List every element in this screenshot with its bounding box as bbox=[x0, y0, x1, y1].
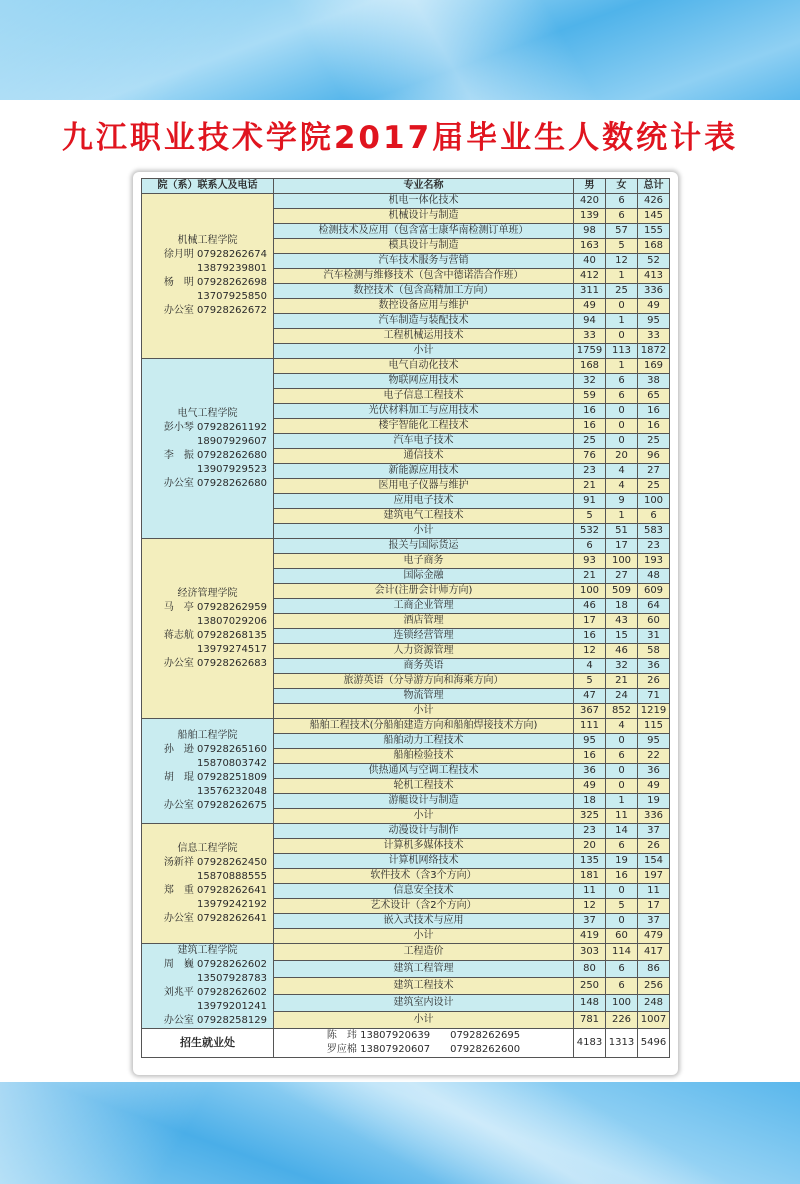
subtotal-male: 419 bbox=[574, 929, 606, 944]
major-name: 机电一体化技术 bbox=[274, 194, 574, 209]
major-name: 游艇设计与制造 bbox=[274, 794, 574, 809]
department-contact: 办公室 07928262683 bbox=[163, 657, 267, 669]
total-count: 37 bbox=[638, 914, 670, 929]
male-count: 311 bbox=[574, 284, 606, 299]
total-count: 25 bbox=[638, 479, 670, 494]
footer-contacts bbox=[274, 1029, 574, 1058]
major-name: 轮机工程技术 bbox=[274, 779, 574, 794]
female-count: 12 bbox=[606, 254, 638, 269]
major-name: 汽车技术服务与营销 bbox=[274, 254, 574, 269]
footer-male-total: 4183 bbox=[574, 1029, 606, 1058]
total-count: 336 bbox=[638, 284, 670, 299]
department-contact: 18907929607 bbox=[197, 435, 267, 447]
male-count: 250 bbox=[574, 978, 606, 995]
total-count: 154 bbox=[638, 854, 670, 869]
department-contact: 胡 琨 07928251809 bbox=[163, 772, 267, 783]
female-count: 1 bbox=[606, 269, 638, 284]
header-major: 专业名称 bbox=[274, 179, 574, 194]
male-count: 59 bbox=[574, 389, 606, 404]
male-count: 100 bbox=[574, 584, 606, 599]
total-count: 64 bbox=[638, 599, 670, 614]
department-contact: 办公室 07928262675 bbox=[163, 800, 267, 811]
male-count: 181 bbox=[574, 869, 606, 884]
female-count: 6 bbox=[606, 209, 638, 224]
department-contact: 办公室 07928262672 bbox=[163, 305, 267, 316]
footer-female-total: 1313 bbox=[606, 1029, 638, 1058]
female-count: 6 bbox=[606, 194, 638, 209]
major-name: 通信技术 bbox=[274, 449, 574, 464]
female-count: 27 bbox=[606, 569, 638, 584]
female-count: 15 bbox=[606, 629, 638, 644]
department-contact: 办公室 07928262641 bbox=[163, 912, 267, 924]
major-name: 应用电子技术 bbox=[274, 494, 574, 509]
department-contact: 李 振 07928262680 bbox=[163, 449, 267, 461]
subtotal-total: 583 bbox=[638, 524, 670, 539]
department-cell bbox=[142, 359, 274, 539]
total-count: 248 bbox=[638, 995, 670, 1012]
female-count: 57 bbox=[606, 224, 638, 239]
female-count: 100 bbox=[606, 554, 638, 569]
major-name: 报关与国际货运 bbox=[274, 539, 574, 554]
department-contact: 13907929523 bbox=[197, 463, 267, 475]
subtotal-total: 1872 bbox=[638, 344, 670, 359]
female-count: 0 bbox=[606, 419, 638, 434]
total-count: 31 bbox=[638, 629, 670, 644]
header-female: 女 bbox=[606, 179, 638, 194]
male-count: 135 bbox=[574, 854, 606, 869]
department-contact: 刘兆平 07928262602 bbox=[163, 987, 267, 998]
major-name: 商务英语 bbox=[274, 659, 574, 674]
subtotal-female: 60 bbox=[606, 929, 638, 944]
male-count: 420 bbox=[574, 194, 606, 209]
female-count: 5 bbox=[606, 239, 638, 254]
male-count: 32 bbox=[574, 374, 606, 389]
major-name: 电子商务 bbox=[274, 554, 574, 569]
male-count: 40 bbox=[574, 254, 606, 269]
major-name: 数控设备应用与维护 bbox=[274, 299, 574, 314]
female-count: 6 bbox=[606, 389, 638, 404]
department-contact: 彭小琴 07928261192 bbox=[163, 421, 267, 433]
male-count: 16 bbox=[574, 419, 606, 434]
total-count: 49 bbox=[638, 779, 670, 794]
major-name: 人力资源管理 bbox=[274, 644, 574, 659]
female-count: 100 bbox=[606, 995, 638, 1012]
department-contact: 汤新祥 07928262450 bbox=[163, 856, 267, 868]
male-count: 163 bbox=[574, 239, 606, 254]
bottom-banner bbox=[0, 1082, 800, 1184]
major-name: 模具设计与制造 bbox=[274, 239, 574, 254]
total-count: 22 bbox=[638, 749, 670, 764]
total-count: 426 bbox=[638, 194, 670, 209]
table-header-row bbox=[142, 179, 670, 194]
male-count: 139 bbox=[574, 209, 606, 224]
total-count: 58 bbox=[638, 644, 670, 659]
major-name: 电气自动化技术 bbox=[274, 359, 574, 374]
male-count: 17 bbox=[574, 614, 606, 629]
subtotal-label: 小计 bbox=[274, 929, 574, 944]
male-count: 93 bbox=[574, 554, 606, 569]
department-contact: 13507928783 bbox=[197, 973, 267, 984]
department-contact: 13807029206 bbox=[197, 615, 267, 627]
department-name: 船舶工程学院 bbox=[177, 730, 238, 741]
male-count: 47 bbox=[574, 689, 606, 704]
female-count: 0 bbox=[606, 884, 638, 899]
total-count: 95 bbox=[638, 314, 670, 329]
total-count: 65 bbox=[638, 389, 670, 404]
major-name: 计算机多媒体技术 bbox=[274, 839, 574, 854]
page-title: 九江职业技术学院2017届毕业生人数统计表 bbox=[61, 120, 739, 156]
female-count: 21 bbox=[606, 674, 638, 689]
department-name: 建筑工程学院 bbox=[177, 945, 238, 956]
major-name: 数控技术（包含高精加工方向） bbox=[274, 284, 574, 299]
total-count: 11 bbox=[638, 884, 670, 899]
male-count: 49 bbox=[574, 299, 606, 314]
major-name: 船舶检验技术 bbox=[274, 749, 574, 764]
male-count: 11 bbox=[574, 884, 606, 899]
female-count: 1 bbox=[606, 509, 638, 524]
total-count: 115 bbox=[638, 719, 670, 734]
female-count: 32 bbox=[606, 659, 638, 674]
department-contact: 孙 逊 07928265160 bbox=[163, 744, 267, 755]
department-cell bbox=[142, 944, 274, 1029]
header-total: 总计 bbox=[638, 179, 670, 194]
footer-contact-line: 罗应棉 13807920607 07928262600 bbox=[326, 1044, 521, 1055]
male-count: 12 bbox=[574, 899, 606, 914]
subtotal-male: 1759 bbox=[574, 344, 606, 359]
header-male: 男 bbox=[574, 179, 606, 194]
department-contact: 办公室 07928262680 bbox=[163, 477, 267, 489]
department-contact: 13979201241 bbox=[197, 1001, 267, 1012]
major-name: 建筑工程技术 bbox=[274, 978, 574, 995]
major-name: 汽车检测与维修技术（包含中德诺浩合作班） bbox=[274, 269, 574, 284]
department-contact: 13979242192 bbox=[197, 898, 267, 910]
major-name: 物流管理 bbox=[274, 689, 574, 704]
subtotal-male: 367 bbox=[574, 704, 606, 719]
department-cell bbox=[142, 194, 274, 359]
female-count: 24 bbox=[606, 689, 638, 704]
subtotal-label: 小计 bbox=[274, 1012, 574, 1029]
female-count: 46 bbox=[606, 644, 638, 659]
department-contact: 13979274517 bbox=[197, 643, 267, 655]
male-count: 20 bbox=[574, 839, 606, 854]
total-count: 6 bbox=[638, 509, 670, 524]
female-count: 114 bbox=[606, 944, 638, 961]
table-row bbox=[142, 539, 670, 554]
total-count: 168 bbox=[638, 239, 670, 254]
total-count: 26 bbox=[638, 839, 670, 854]
total-count: 193 bbox=[638, 554, 670, 569]
total-count: 100 bbox=[638, 494, 670, 509]
female-count: 18 bbox=[606, 599, 638, 614]
female-count: 14 bbox=[606, 824, 638, 839]
male-count: 16 bbox=[574, 749, 606, 764]
total-count: 145 bbox=[638, 209, 670, 224]
major-name: 嵌入式技术与应用 bbox=[274, 914, 574, 929]
table-row bbox=[142, 359, 670, 374]
female-count: 509 bbox=[606, 584, 638, 599]
department-contact: 马 亭 07928262959 bbox=[163, 601, 267, 613]
department-contact: 徐月明 07928262674 bbox=[163, 249, 267, 260]
major-name: 旅游英语（分导游方向和海乘方向） bbox=[274, 674, 574, 689]
subtotal-label: 小计 bbox=[274, 809, 574, 824]
major-name: 电子信息工程技术 bbox=[274, 389, 574, 404]
male-count: 5 bbox=[574, 509, 606, 524]
department-contact: 13879239801 bbox=[197, 263, 267, 274]
major-name: 汽车制造与装配技术 bbox=[274, 314, 574, 329]
male-count: 98 bbox=[574, 224, 606, 239]
male-count: 412 bbox=[574, 269, 606, 284]
major-name: 船舶工程技术(分船舶建造方向和船舶焊接技术方向) bbox=[274, 719, 574, 734]
male-count: 94 bbox=[574, 314, 606, 329]
major-name: 机械设计与制造 bbox=[274, 209, 574, 224]
subtotal-female: 11 bbox=[606, 809, 638, 824]
table-body bbox=[142, 194, 670, 1029]
subtotal-male: 325 bbox=[574, 809, 606, 824]
major-name: 计算机网络技术 bbox=[274, 854, 574, 869]
female-count: 9 bbox=[606, 494, 638, 509]
major-name: 光伏材料加工与应用技术 bbox=[274, 404, 574, 419]
male-count: 18 bbox=[574, 794, 606, 809]
total-count: 413 bbox=[638, 269, 670, 284]
female-count: 4 bbox=[606, 464, 638, 479]
department-contact: 杨 明 07928262698 bbox=[163, 277, 267, 288]
male-count: 23 bbox=[574, 464, 606, 479]
total-count: 48 bbox=[638, 569, 670, 584]
major-name: 酒店管理 bbox=[274, 614, 574, 629]
major-name: 建筑工程管理 bbox=[274, 961, 574, 978]
male-count: 33 bbox=[574, 329, 606, 344]
department-name: 机械工程学院 bbox=[177, 235, 238, 246]
female-count: 17 bbox=[606, 539, 638, 554]
total-count: 16 bbox=[638, 419, 670, 434]
department-cell bbox=[142, 539, 274, 719]
major-name: 信息安全技术 bbox=[274, 884, 574, 899]
female-count: 1 bbox=[606, 359, 638, 374]
female-count: 0 bbox=[606, 764, 638, 779]
female-count: 6 bbox=[606, 749, 638, 764]
subtotal-female: 113 bbox=[606, 344, 638, 359]
total-count: 52 bbox=[638, 254, 670, 269]
department-cell bbox=[142, 824, 274, 944]
subtotal-male: 532 bbox=[574, 524, 606, 539]
female-count: 19 bbox=[606, 854, 638, 869]
subtotal-female: 852 bbox=[606, 704, 638, 719]
major-name: 动漫设计与制作 bbox=[274, 824, 574, 839]
female-count: 6 bbox=[606, 961, 638, 978]
major-name: 艺术设计（含2个方向） bbox=[274, 899, 574, 914]
subtotal-female: 226 bbox=[606, 1012, 638, 1029]
total-count: 49 bbox=[638, 299, 670, 314]
major-name: 工商企业管理 bbox=[274, 599, 574, 614]
department-name: 信息工程学院 bbox=[177, 842, 238, 854]
female-count: 0 bbox=[606, 329, 638, 344]
male-count: 16 bbox=[574, 629, 606, 644]
total-count: 96 bbox=[638, 449, 670, 464]
major-name: 检测技术及应用（包含富士康华南检测订单班） bbox=[274, 224, 574, 239]
total-count: 37 bbox=[638, 824, 670, 839]
female-count: 20 bbox=[606, 449, 638, 464]
subtotal-total: 1007 bbox=[638, 1012, 670, 1029]
female-count: 0 bbox=[606, 914, 638, 929]
total-count: 33 bbox=[638, 329, 670, 344]
total-count: 71 bbox=[638, 689, 670, 704]
female-count: 4 bbox=[606, 479, 638, 494]
footer-contact-line: 陈 玮 13807920639 07928262695 bbox=[326, 1030, 521, 1041]
major-name: 连锁经营管理 bbox=[274, 629, 574, 644]
total-count: 23 bbox=[638, 539, 670, 554]
department-contact: 郑 重 07928262641 bbox=[163, 884, 267, 896]
subtotal-female: 51 bbox=[606, 524, 638, 539]
male-count: 37 bbox=[574, 914, 606, 929]
female-count: 0 bbox=[606, 299, 638, 314]
top-banner bbox=[0, 0, 800, 100]
total-count: 95 bbox=[638, 734, 670, 749]
male-count: 76 bbox=[574, 449, 606, 464]
total-count: 17 bbox=[638, 899, 670, 914]
subtotal-total: 336 bbox=[638, 809, 670, 824]
major-name: 供热通风与空调工程技术 bbox=[274, 764, 574, 779]
subtotal-label: 小计 bbox=[274, 704, 574, 719]
male-count: 5 bbox=[574, 674, 606, 689]
male-count: 12 bbox=[574, 644, 606, 659]
total-count: 256 bbox=[638, 978, 670, 995]
footer-grand-total: 5496 bbox=[638, 1029, 670, 1058]
footer-office: 招生就业处 bbox=[142, 1029, 274, 1058]
male-count: 49 bbox=[574, 779, 606, 794]
total-count: 26 bbox=[638, 674, 670, 689]
total-count: 25 bbox=[638, 434, 670, 449]
major-name: 会计(注册会计师方向) bbox=[274, 584, 574, 599]
female-count: 0 bbox=[606, 434, 638, 449]
female-count: 0 bbox=[606, 404, 638, 419]
department-name: 经济管理学院 bbox=[177, 587, 238, 599]
male-count: 21 bbox=[574, 569, 606, 584]
major-name: 物联网应用技术 bbox=[274, 374, 574, 389]
subtotal-label: 小计 bbox=[274, 524, 574, 539]
header-dept: 院（系）联系人及电话 bbox=[142, 179, 274, 194]
male-count: 21 bbox=[574, 479, 606, 494]
major-name: 新能源应用技术 bbox=[274, 464, 574, 479]
graduate-statistics-table bbox=[141, 178, 670, 1058]
department-contact: 13576232048 bbox=[197, 786, 267, 797]
subtotal-total: 1219 bbox=[638, 704, 670, 719]
footer-row bbox=[142, 1029, 670, 1058]
total-count: 16 bbox=[638, 404, 670, 419]
major-name: 软件技术（含3个方向） bbox=[274, 869, 574, 884]
male-count: 36 bbox=[574, 764, 606, 779]
male-count: 168 bbox=[574, 359, 606, 374]
major-name: 工程机械运用技术 bbox=[274, 329, 574, 344]
major-name: 船舶动力工程技术 bbox=[274, 734, 574, 749]
female-count: 0 bbox=[606, 734, 638, 749]
department-contact: 蒋志航 07928268135 bbox=[163, 629, 267, 641]
male-count: 80 bbox=[574, 961, 606, 978]
total-count: 609 bbox=[638, 584, 670, 599]
total-count: 36 bbox=[638, 659, 670, 674]
major-name: 楼宇智能化工程技术 bbox=[274, 419, 574, 434]
table-row bbox=[142, 194, 670, 209]
total-count: 417 bbox=[638, 944, 670, 961]
female-count: 6 bbox=[606, 978, 638, 995]
subtotal-male: 781 bbox=[574, 1012, 606, 1029]
table-row bbox=[142, 719, 670, 734]
total-count: 155 bbox=[638, 224, 670, 239]
male-count: 303 bbox=[574, 944, 606, 961]
major-name: 工程造价 bbox=[274, 944, 574, 961]
female-count: 25 bbox=[606, 284, 638, 299]
female-count: 0 bbox=[606, 779, 638, 794]
male-count: 16 bbox=[574, 404, 606, 419]
subtotal-label: 小计 bbox=[274, 344, 574, 359]
department-contact: 周 巍 07928262602 bbox=[163, 959, 267, 970]
female-count: 4 bbox=[606, 719, 638, 734]
total-count: 197 bbox=[638, 869, 670, 884]
female-count: 16 bbox=[606, 869, 638, 884]
male-count: 95 bbox=[574, 734, 606, 749]
male-count: 46 bbox=[574, 599, 606, 614]
major-name: 国际金融 bbox=[274, 569, 574, 584]
total-count: 169 bbox=[638, 359, 670, 374]
department-contact: 15870803742 bbox=[197, 758, 267, 769]
table-row bbox=[142, 944, 670, 961]
major-name: 汽车电子技术 bbox=[274, 434, 574, 449]
male-count: 4 bbox=[574, 659, 606, 674]
department-name: 电气工程学院 bbox=[177, 407, 238, 419]
female-count: 6 bbox=[606, 374, 638, 389]
male-count: 23 bbox=[574, 824, 606, 839]
total-count: 19 bbox=[638, 794, 670, 809]
subtotal-total: 479 bbox=[638, 929, 670, 944]
male-count: 111 bbox=[574, 719, 606, 734]
total-count: 86 bbox=[638, 961, 670, 978]
major-name: 医用电子仪器与维护 bbox=[274, 479, 574, 494]
total-count: 27 bbox=[638, 464, 670, 479]
total-count: 36 bbox=[638, 764, 670, 779]
female-count: 5 bbox=[606, 899, 638, 914]
female-count: 6 bbox=[606, 839, 638, 854]
department-contact: 13707925850 bbox=[197, 291, 267, 302]
female-count: 1 bbox=[606, 794, 638, 809]
department-contact: 15870888555 bbox=[197, 870, 267, 882]
total-count: 38 bbox=[638, 374, 670, 389]
male-count: 91 bbox=[574, 494, 606, 509]
female-count: 1 bbox=[606, 314, 638, 329]
department-contact: 办公室 07928258129 bbox=[163, 1015, 267, 1026]
table-row bbox=[142, 824, 670, 839]
major-name: 建筑室内设计 bbox=[274, 995, 574, 1012]
department-cell bbox=[142, 719, 274, 824]
male-count: 25 bbox=[574, 434, 606, 449]
total-count: 60 bbox=[638, 614, 670, 629]
male-count: 148 bbox=[574, 995, 606, 1012]
major-name: 建筑电气工程技术 bbox=[274, 509, 574, 524]
male-count: 6 bbox=[574, 539, 606, 554]
female-count: 43 bbox=[606, 614, 638, 629]
